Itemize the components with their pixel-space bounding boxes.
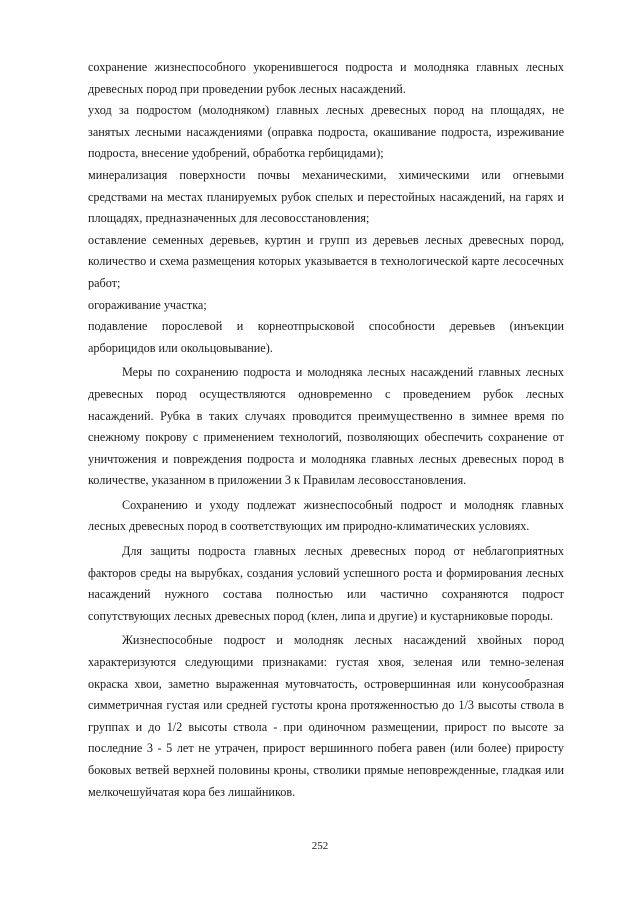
paragraph-soil-mineralization: минерализация поверхности почвы механическими, химическими или огневыми средствами на местах планируемых рубок спелых и перестойных насаждений, на гарях и площадях, предназначенных для лесовосстановления;: [88, 167, 564, 226]
paragraph-viable-undergrowth: Сохранению и уходу подлежат жизнеспособный подрост и молодняк главных лесных древесных пород в соответствующих им природно-климатических условиях.: [88, 497, 564, 534]
paragraph-seed-trees: оставление семенных деревьев, куртин и групп из деревьев лесных древесных пород, количество и схема размещения которых указывается в технологической карте лесосечных работ;: [88, 232, 564, 290]
paragraph-preserving-undergrowth: сохранение жизнеспособного укоренившегося подроста и молодняка главных лесных древесных пород при проведении рубок лесных насаждений.: [88, 60, 564, 96]
paragraph-conifer-features: Жизнеспособные подрост и молодняк лесных насаждений хвойных пород характеризуются следующими признаками: густая хвоя, зеленая или темно-зеленая окраска хвои, заметно выраженная мутовчатость, островершинная или конусообразная симметричная густая или средней густоты крона протяженностью до 1/3 высоты ствола в группах и до 1/2 высоты ствола - при одиночном размещении, прирост по высоте за последние 3 - 5 лет не утрачен, прирост вершинного побега равен (или более) приросту боковых ветвей верхней половины кроны, стволики прямые неповрежденные, гладкая или мелкочешуйчатая кора без лишайников.: [88, 633, 564, 799]
paragraph-fencing: огораживание участка;: [88, 297, 207, 312]
paragraph-suppression: подавление порослевой и корнеотпрысковой способности деревьев (инъекции арборицидов или окольцовывание).: [88, 319, 564, 355]
page-number: 252: [311, 840, 329, 852]
paragraph-protection: Для защиты подроста главных лесных древесных пород от неблагоприятных факторов среды на вырубках, создания условий успешного роста и формирования лесных насаждений нужного состава полностью или частично сохраняются подрост сопутствующих лесных древесных пород (клен, липа и другие) и кустарниковые породы.: [88, 544, 564, 623]
document-body: [88, 57, 564, 803]
paragraph-undergrowth-care: уход за подростом (молодняком) главных лесных древесных пород на площадях, не занятых лесными насаждениями (оправка подроста, окашивание подроста, изреживание подроста, внесение удобрений, обработка гербицидами);: [88, 103, 564, 161]
paragraph-preservation-measures: Меры по сохранению подроста и молодняка лесных насаждений главных лесных древесных пород осуществляются одновременно с проведением рубок лесных насаждений. Рубка в таких случаях проводится преимущественно в зимнее время по снежному покрову с применением технологий, позволяющих обеспечить сохранение от уничтожения и повреждения подроста и молодняка главных лесных древесных пород в количестве, указанном в приложении 3 к Правилам лесовосстановления.: [88, 365, 564, 488]
